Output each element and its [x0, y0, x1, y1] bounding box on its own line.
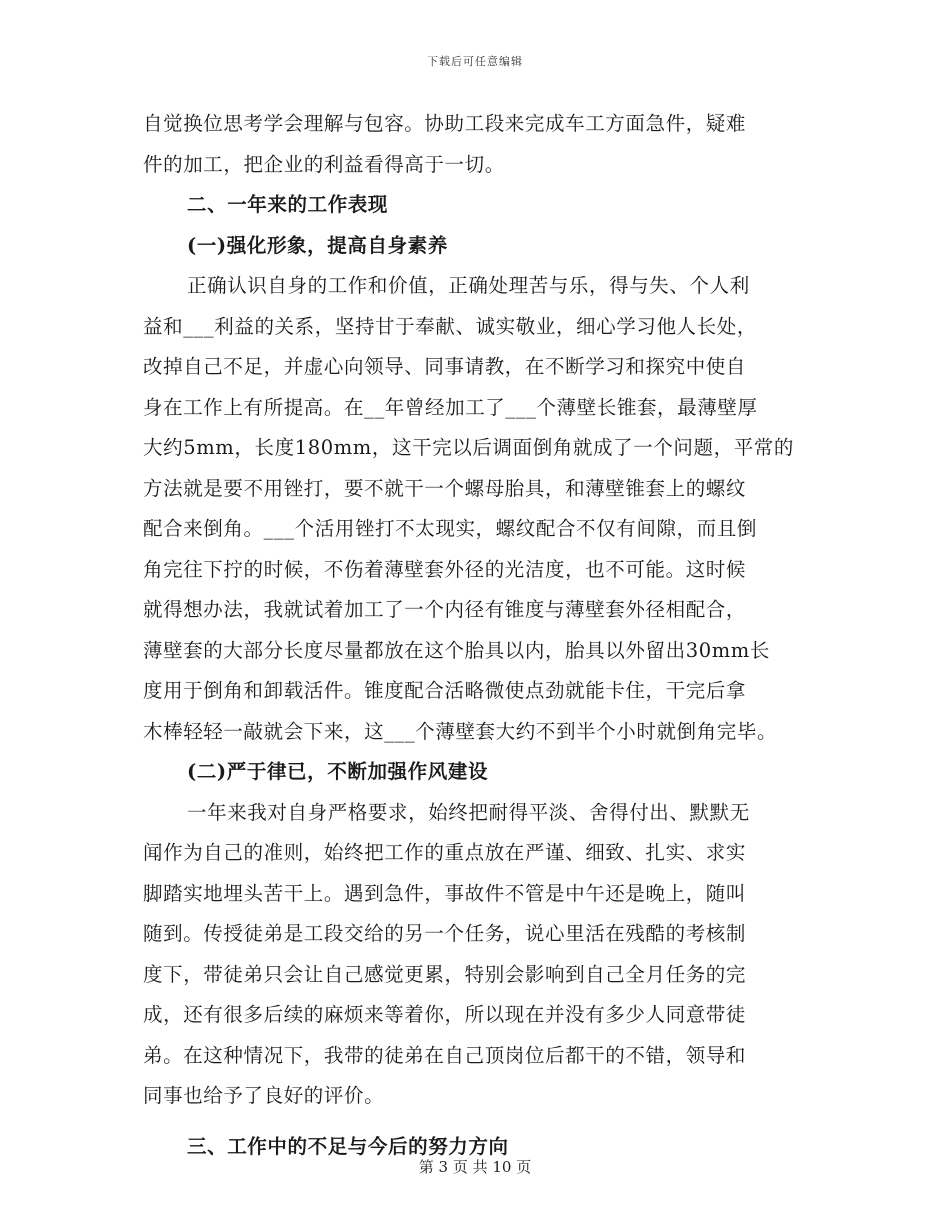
paragraph-line: 自觉换位思考学会理解与包容。协助工段来完成车工方面急件，疑难 — [143, 112, 747, 135]
page-header-note: 下载后可任意编辑 — [427, 55, 523, 68]
section-heading: 二、一年来的工作表现 — [187, 193, 389, 216]
paragraph-line: 薄壁套的大部分长度尽量都放在这个胎具以内，胎具以外留出30mm长 — [143, 638, 770, 662]
paragraph-line: 度用于倒角和卸载活件。锥度配合活略微使点劲就能卡住，干完后拿 — [143, 679, 747, 702]
section-heading: (二)严于律已，不断加强作风建设 — [187, 760, 489, 783]
paragraph-line: 方法就是要不用锉打，要不就干一个螺母胎具，和薄壁锥套上的螺纹 — [143, 476, 747, 500]
section-heading: 三、工作中的不足与今后的努力方向 — [187, 1134, 509, 1158]
paragraph-line: 闻作为自己的准则，始终把工作的重点放在严谨、细致、扎实、求实 — [143, 841, 747, 864]
paragraph-line: 角完往下拧的时候，不伤着薄壁套外径的光洁度，也不可能。这时候 — [143, 557, 747, 581]
paragraph-line: 益和___利益的关系，坚持甘于奉献、诚实敬业，细心学习他人长处， — [143, 314, 757, 338]
paragraph-line: 随到。传授徒弟是工段交给的另一个任务，说心里活在残酷的考核制 — [143, 922, 747, 945]
paragraph-line: 脚踏实地埋头苦干上。遇到急件，事故件不管是中午还是晚上，随叫 — [143, 881, 747, 905]
paragraph-line: 就得想办法，我就试着加工了一个内径有锥度与薄壁套外径相配合， — [143, 598, 747, 621]
paragraph-line: 弟。在这种情况下，我带的徒弟在自己顶岗位后都干的不错，领导和 — [143, 1043, 747, 1067]
page-footer: 第 3 页 共 10 页 — [418, 1158, 532, 1176]
paragraph-line: 改掉自己不足，并虚心向领导、同事请教，在不断学习和探究中使自 — [143, 355, 747, 378]
paragraph-line: 成，还有很多后续的麻烦来等着你，所以现在并没有多少人同意带徒 — [143, 1003, 747, 1026]
paragraph-line: 同事也给予了良好的评价。 — [143, 1084, 385, 1107]
paragraph-line: 配合来倒角。___个活用锉打不太现实，螺纹配合不仅有间隙，而且倒 — [143, 517, 757, 540]
paragraph-line: 件的加工，把企业的利益看得高于一切。 — [143, 152, 505, 176]
document-body — [143, 104, 813, 1167]
paragraph-line: 度下，带徒弟只会让自己感觉更累，特别会影响到自己全月任务的完 — [143, 962, 747, 986]
paragraph-line: 木棒轻轻一敲就会下来，这___个薄壁套大约不到半个小时就倒角完毕。 — [143, 719, 778, 743]
paragraph-line: 大约5mm，长度180mm，这干完以后调面倒角就成了一个问题，平常的 — [143, 436, 794, 459]
paragraph-first-line: 一年来我对自身严格要求，始终把耐得平淡、舍得付出、默默无 — [187, 800, 750, 824]
paragraph-line: 身在工作上有所提高。在__年曾经加工了___个薄壁长锥套，最薄壁厚 — [143, 395, 758, 419]
paragraph-first-line: 正确认识自身的工作和价值，正确处理苦与乐，得与失、个人利 — [187, 274, 750, 297]
section-heading: (一)强化形象，提高自身素养 — [187, 233, 448, 257]
